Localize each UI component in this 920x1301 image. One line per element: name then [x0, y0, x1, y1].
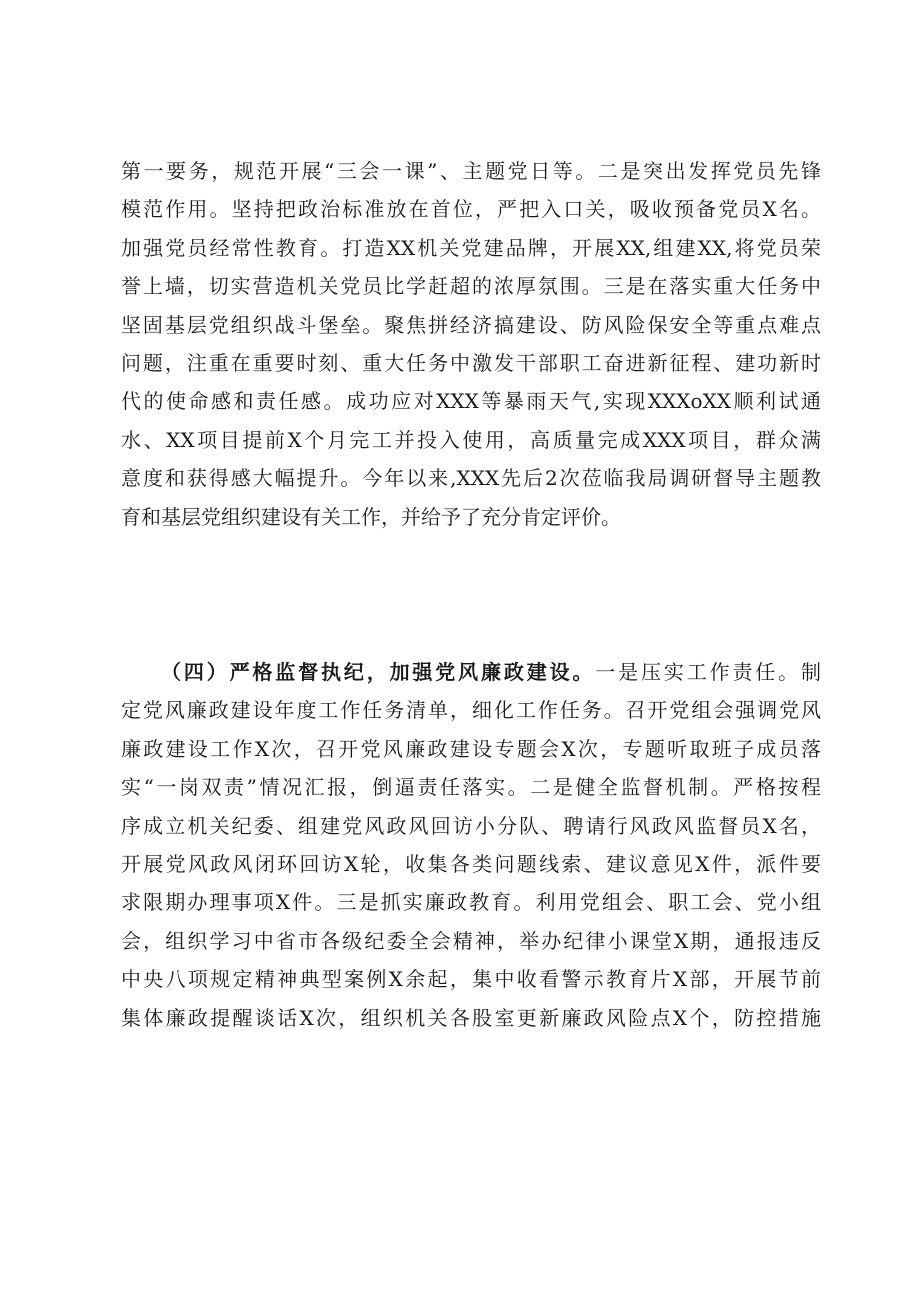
text-line: 问题，注重在重要时刻、重大任务中激发干部职工奋进新征程、建功新时 — [121, 350, 821, 375]
text-line: 中央八项规定精神典型案例X余起，集中收看警示教育片X部，开展节前 — [121, 967, 821, 992]
text-line: 定党风廉政建设年度工作任务清单，细化工作任务。召开党组会强调党风 — [121, 698, 821, 723]
text-line: 会，组织学习中省市各级纪委全会精神，举办纪律小课堂X期，通报违反 — [121, 928, 821, 953]
text-line: 集体廉政提醒谈话X次，组织机关各股室更新廉政风险点X个，防控措施 — [121, 1005, 821, 1030]
text-line: 加强党员经常性教育。打造XX机关党建品牌，开展XX,组建XX,将党员荣 — [121, 235, 821, 260]
text-line: 求限期办理事项X件。三是抓实廉政教育。利用党组会、职工会、党小组 — [121, 890, 821, 915]
paragraph-party-building — [121, 152, 821, 536]
section-first-line — [121, 653, 821, 691]
text-line: 代的使命感和责任感。成功应对XXX等暴雨天气,实现XXXoXX顺利试通 — [121, 389, 821, 414]
paragraph-discipline-supervision — [121, 653, 821, 1037]
text-line: 育和基层党组织建设有关工作，并给予了充分肯定评价。 — [121, 504, 621, 529]
text-line: 誉上墙，切实营造机关党员比学赶超的浓厚氛围。三是在落实重大任务中 — [121, 274, 821, 299]
text-line: 实“一岗双责”情况汇报，倒逼责任落实。二是健全监督机制。严格按程 — [121, 775, 821, 800]
text-line: 模范作用。坚持把政治标准放在首位，严把入口关，吸收预备党员X名。 — [121, 197, 821, 222]
section-heading: （四）严格监督执纪，加强党风廉政建设。 — [161, 660, 596, 684]
section-first-line-text: 一是压实工作责任。制 — [595, 660, 821, 684]
text-line: 第一要务，规范开展“三会一课”、主题党日等。二是突出发挥党员先锋 — [121, 159, 821, 183]
text-line: 开展党风政风闭环回访X轮，收集各类问题线索、建议意见X件，派件要 — [121, 851, 821, 876]
text-line: 意度和获得感大幅提升。今年以来,XXX先后2次莅临我局调研督导主题教 — [121, 466, 821, 491]
text-line: 廉政建设工作X次，召开党风廉政建设专题会X次，专题听取班子成员落 — [121, 736, 821, 761]
text-line: 水、XX项目提前X个月完工并投入使用，高质量完成XXX项目，群众满 — [121, 427, 821, 452]
text-line: 坚固基层党组织战斗堡垒。聚焦拼经济搞建设、防风险保安全等重点难点 — [121, 312, 821, 337]
text-line: 序成立机关纪委、组建党风政风回访小分队、聘请行风政风监督员X名， — [121, 813, 821, 838]
